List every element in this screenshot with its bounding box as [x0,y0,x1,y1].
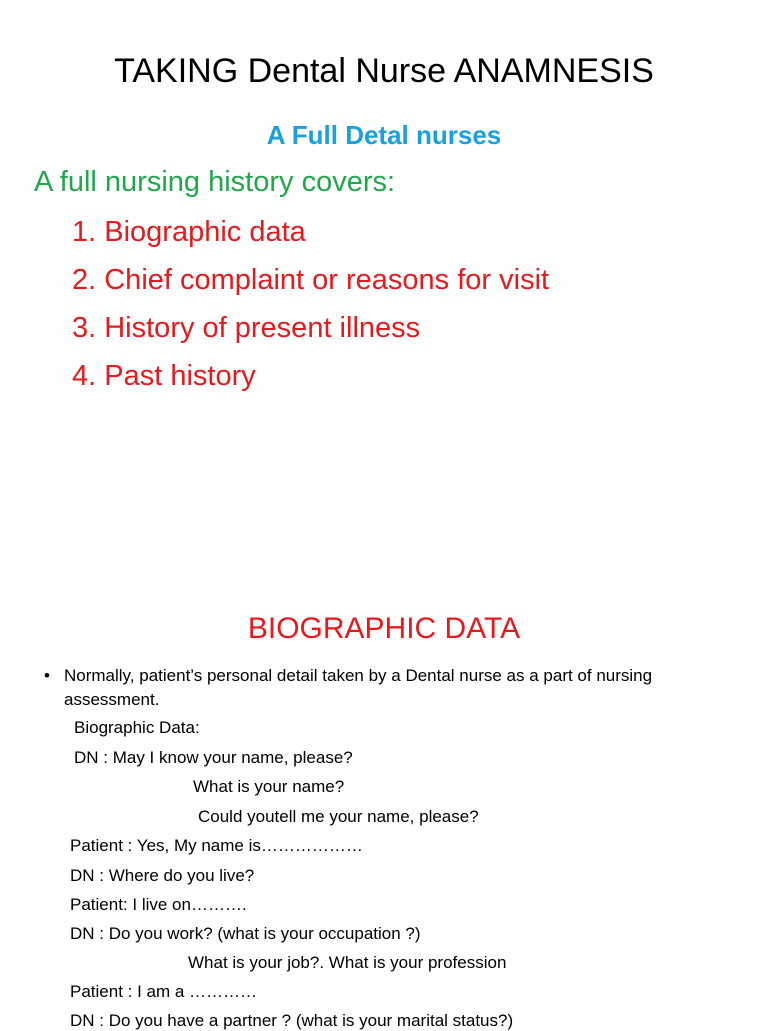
list-item: 3. History of present illness [72,312,421,344]
history-list [72,212,549,404]
list-item: 2. Chief complaint or reasons for visit [72,264,550,296]
dialogue-line: Patient : I am a ………… [70,982,258,1001]
intro-text: A full nursing history covers: [34,166,396,198]
dialogue-line: What is your name? [193,777,345,796]
bullet-icon: • [44,666,50,685]
dialogue-line: DN : May I know your name, please? [74,748,353,767]
bullet-paragraph [44,664,724,712]
slide-title: TAKING Dental Nurse ANAMNESIS [114,52,654,90]
list-item: 1. Biographic data [72,216,306,248]
dialogue-line: Could youtell me your name, please? [198,807,479,826]
dialogue-line: Patient: I live on………. [70,895,247,914]
slide-biographic-data [0,590,768,1030]
dialogue-line: DN : Where do you live? [70,866,255,885]
list-item: 4. Past history [72,360,256,392]
dialogue-line: Patient : Yes, My name is……………… [70,836,363,855]
dialogue-line: DN : Do you have a partner ? (what is your marital status?) [70,1011,514,1030]
bullet-text: Normally, patient’s personal detail taken by a Dental nurse as a part of nursing assessment. [64,666,653,709]
dialogue-line: What is your job?. What is your profession [188,953,507,972]
slide-title: BIOGRAPHIC DATA [247,612,521,645]
dialogue-line: DN : Do you work? (what is your occupation ?) [70,924,421,943]
slide-subtitle: A Full Detal nurses [266,120,502,150]
dialogue-line: Biographic Data: [74,718,200,737]
